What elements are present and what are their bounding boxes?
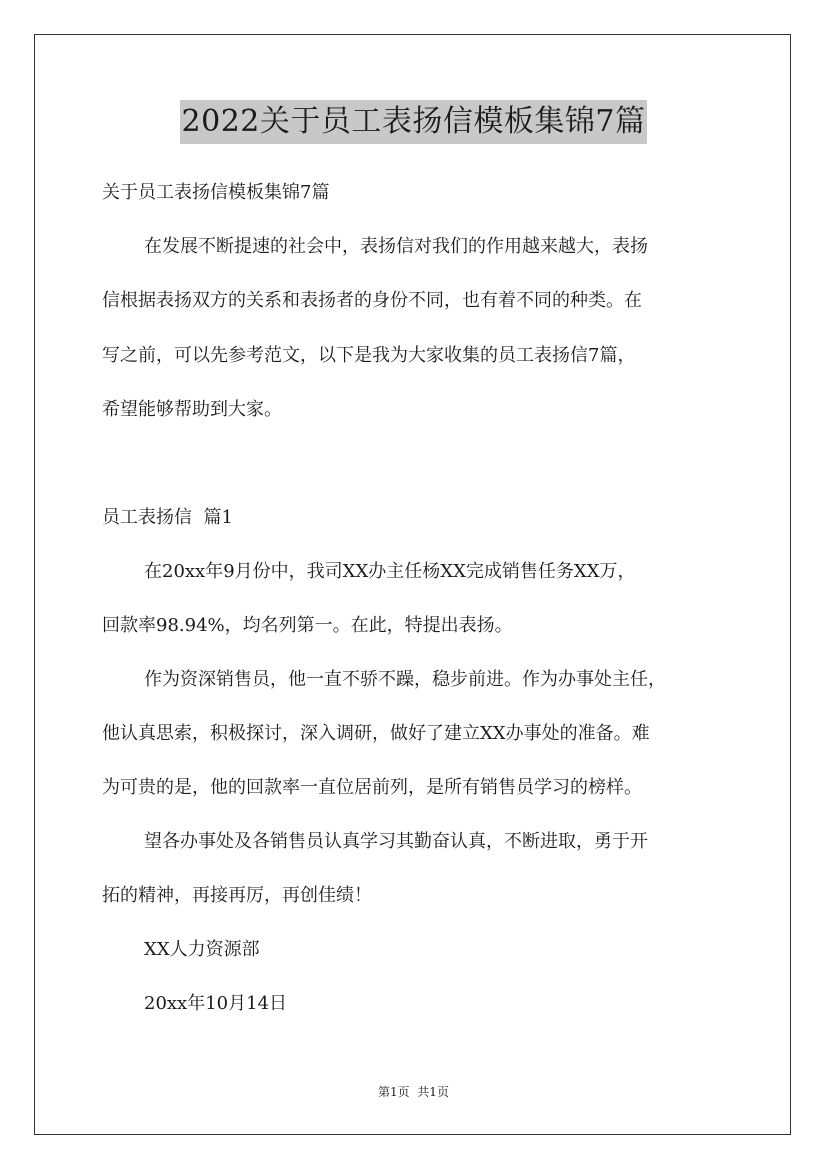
intro-line: 在发展不断提速的社会中，表扬信对我们的作用越来越大，表扬 (144, 236, 648, 257)
intro-line: 希望能够帮助到大家。 (102, 399, 282, 420)
subtitle: 关于员工表扬信模板集锦7篇 (102, 182, 330, 203)
intro-line: 写之前，可以先参考范文，以下是我为大家收集的员工表扬信7篇， (102, 345, 636, 366)
title-wrap (0, 100, 827, 144)
section-heading: 员工表扬信 篇1 (102, 507, 233, 528)
intro-line: 信根据表扬双方的关系和表扬者的身份不同，也有着不同的种类。在 (102, 290, 642, 311)
page-footer: 第1页 共1页 (378, 1085, 449, 1099)
paragraph-line: 他认真思索，积极探讨，深入调研，做好了建立XX办事处的准备。难 (102, 723, 650, 744)
date: 20xx年10月14日 (144, 993, 288, 1014)
paragraph-line: 望各办事处及各销售员认真学习其勤奋认真，不断进取，勇于开 (144, 831, 648, 852)
paragraph-line: 作为资深销售员，他一直不骄不躁，稳步前进。作为办事处主任， (144, 669, 666, 690)
paragraph-line: 在20xx年9月份中，我司XX办主任杨XX完成销售任务XX万， (144, 561, 636, 582)
paragraph-line: 回款率98.94%，均名列第一。在此，特提出表扬。 (102, 615, 513, 636)
paragraph-line: 拓的精神，再接再厉，再创佳绩！ (102, 885, 372, 906)
paragraph-line: 为可贵的是，他的回款率一直位居前列，是所有销售员学习的榜样。 (102, 777, 642, 798)
signature: XX人力资源部 (144, 939, 260, 960)
document-title: 2022关于员工表扬信模板集锦7篇 (180, 100, 648, 144)
